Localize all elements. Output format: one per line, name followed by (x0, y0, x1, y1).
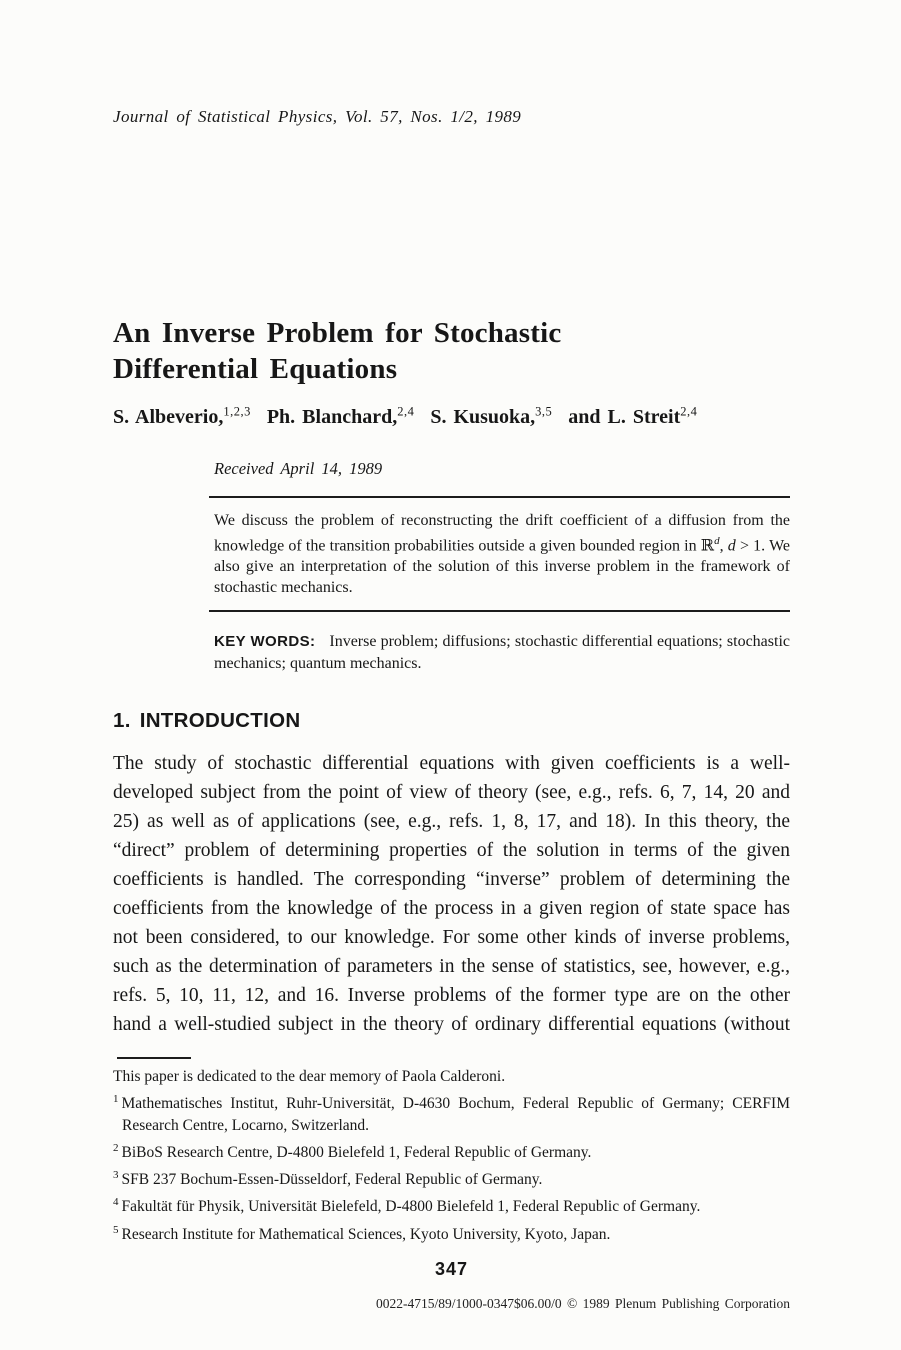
footnote-number: 4 (113, 1196, 119, 1209)
footnote-text: SFB 237 Bochum-Essen-Düsseldorf, Federal Republic of Germany. (121, 1171, 543, 1189)
keywords-line (209, 631, 790, 675)
abstract-segment: , (719, 536, 728, 554)
author-affiliation-superscript: 3,5 (535, 404, 553, 418)
author-affiliation-superscript: 2,4 (397, 404, 415, 418)
copyright-line: 0022-4715/89/1000-0347$06.00/0 © 1989 Plenum Publishing Corporation (375, 1295, 790, 1311)
author-albeverio (113, 406, 251, 428)
footnote-text: BiBoS Research Centre, D-4800 Bielefeld 1, Federal Republic of Germany. (121, 1144, 592, 1162)
author-line (113, 404, 790, 429)
introduction-paragraph: The study of stochastic differential equations with given coefficients is a well-developed subject from the point of view of theory (see, e.g., refs. 6, 7, 14, 20 and 25) as well as of applications (see, e.g., refs. 1, 8, 17, and 18). In this theory, the “direct” problem of determining properties of the solution in terms of the given coefficients is handled. The corresponding “inverse” problem of determining the coefficients from the knowledge of the process in a given region of state space has not been considered, to our knowledge. For some other kinds of inverse problems, such as the determination of parameters in the sense of statistics, see, however, e.g., refs. 5, 10, 11, 12, and 16. Inverse problems of the former type are on the other hand a well-studied subject in the theory of ordinary differential equations (without (113, 752, 790, 1035)
footnote-3 (113, 1164, 790, 1191)
author-blanchard (267, 406, 414, 428)
page-number: 347 (434, 1258, 469, 1279)
footnote-5 (113, 1219, 790, 1246)
author-name: and L. Streit (568, 405, 681, 428)
footnote-2 (113, 1137, 790, 1164)
abstract-text (209, 498, 790, 610)
footnote-4 (113, 1191, 790, 1218)
paper-title (113, 315, 790, 387)
author-affiliation-superscript: 2,4 (680, 404, 698, 418)
abstract-segment: > 1. We also give an interpretation of the solution of this inverse problem in the framework of stochastic mechanics. (214, 536, 791, 596)
abstract-block (209, 496, 790, 675)
dedication-line: This paper is dedicated to the dear memory of Paola Calderoni. (113, 1067, 506, 1085)
footnote-1 (113, 1088, 790, 1137)
author-name: Ph. Blanchard, (266, 405, 398, 428)
author-kusuoka (430, 406, 552, 428)
footnote-number: 3 (113, 1169, 119, 1182)
keywords-text: Inverse problem; diffusions; stochastic differential equations; stochastic mechanics; quantum mechanics. (214, 632, 790, 672)
author-name: S. Kusuoka, (430, 405, 536, 428)
journal-header-line: Journal of Statistical Physics, Vol. 57, Nos. 1/2, 1989 (113, 107, 522, 126)
footnote-area (113, 1057, 790, 1246)
keywords-label: KEY WORDS: (214, 632, 316, 650)
footnote-number: 2 (113, 1142, 119, 1155)
footnote-text: Fakultät für Physik, Universität Bielefeld, D-4800 Bielefeld 1, Federal Republic of Germany. (121, 1198, 701, 1216)
abstract-bottom-rule (209, 610, 790, 612)
author-affiliation-superscript: 1,2,3 (223, 404, 251, 418)
footnote-number: 5 (113, 1223, 119, 1236)
blackboard-r-symbol: ℝ (700, 534, 715, 554)
footnote-text: Mathematisches Institut, Ruhr-Universität, D-4630 Bochum, Federal Republic of Germany; CERFIM Research Centre, Locarno, Switzerland. (121, 1095, 790, 1135)
dimension-variable: d (727, 536, 736, 554)
paper-title-line-2: Differential Equations (113, 353, 398, 385)
section-heading-introduction: 1. INTRODUCTION (113, 708, 301, 732)
footnote-separator-rule (117, 1057, 191, 1059)
dimension-superscript: d (714, 534, 720, 547)
abstract-segment: We discuss the problem of reconstructing the drift coefficient of a diffusion from the knowledge of the transition probabilities outside a given bounded region in (214, 511, 790, 554)
footnote-number: 1 (113, 1092, 119, 1105)
received-date-line: Received April 14, 1989 (214, 458, 383, 478)
author-name: S. Albeverio, (113, 405, 224, 428)
author-streit (568, 406, 697, 428)
paper-title-line-1: An Inverse Problem for Stochastic (113, 317, 562, 349)
footnote-text: Research Institute for Mathematical Sciences, Kyoto University, Kyoto, Japan. (121, 1225, 611, 1243)
